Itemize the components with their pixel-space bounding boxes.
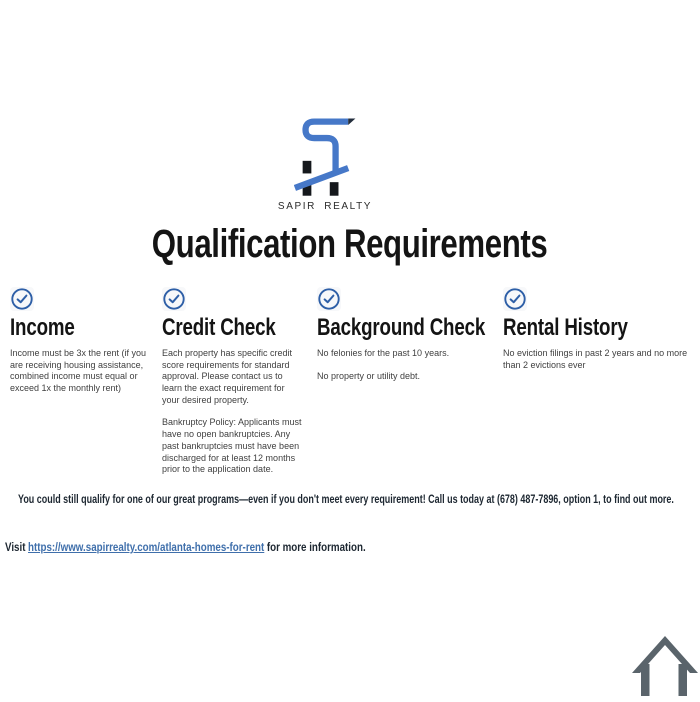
- visit-prefix: Visit: [5, 542, 26, 554]
- house-outline-icon: [632, 636, 698, 702]
- column-background-check: [317, 287, 486, 393]
- check-circle-icon: [10, 287, 34, 311]
- column-income: [10, 287, 156, 406]
- column-paragraph: Each property has specific credit score requirements for standard approval. Please contact us to learn the exact requirement for your desired property.: [162, 348, 293, 405]
- check-circle-icon: [503, 287, 527, 311]
- column-paragraph: No felonies for the past 10 years.: [317, 348, 450, 358]
- website-link[interactable]: https://www.sapirrealty.com/atlanta-homes-for-rent: [28, 542, 265, 554]
- column-heading: Background Check: [317, 314, 486, 341]
- brand-logo-block: [278, 113, 372, 212]
- check-circle-icon: [162, 287, 186, 311]
- column-rental-history: [503, 287, 691, 382]
- column-heading: Income: [10, 314, 75, 341]
- brand-name: SAPIR REALTY: [277, 201, 373, 212]
- check-circle-icon: [317, 287, 341, 311]
- column-heading: Rental History: [503, 314, 628, 341]
- column-paragraph: No eviction filings in past 2 years and no more than 2 evictions ever: [503, 348, 688, 370]
- qualify-callout-text: You could still qualify for one of our great programs—even if you don't meet every requirement! Call us today at (678) 487-7896, option 1, to find out more.: [18, 494, 674, 506]
- column-heading: Credit Check: [162, 314, 276, 341]
- visit-note: [5, 542, 366, 554]
- sr-monogram-logo: [294, 113, 356, 199]
- visit-suffix: for more information.: [266, 542, 366, 554]
- column-paragraph: Bankruptcy Policy: Applicants must have no open bankruptcies. Any past bankruptcies must have been discharged for at least 12 months prior to the application date.: [162, 417, 302, 475]
- column-paragraph: Income must be 3x the rent (if you are receiving housing assistance, combined income must equal or exceed 1x the monthly rent): [10, 348, 147, 394]
- column-paragraph: No property or utility debt.: [317, 370, 421, 381]
- page-title: Qualification Requirements: [152, 222, 548, 266]
- title-row: [0, 222, 700, 267]
- column-credit-check: [162, 287, 304, 487]
